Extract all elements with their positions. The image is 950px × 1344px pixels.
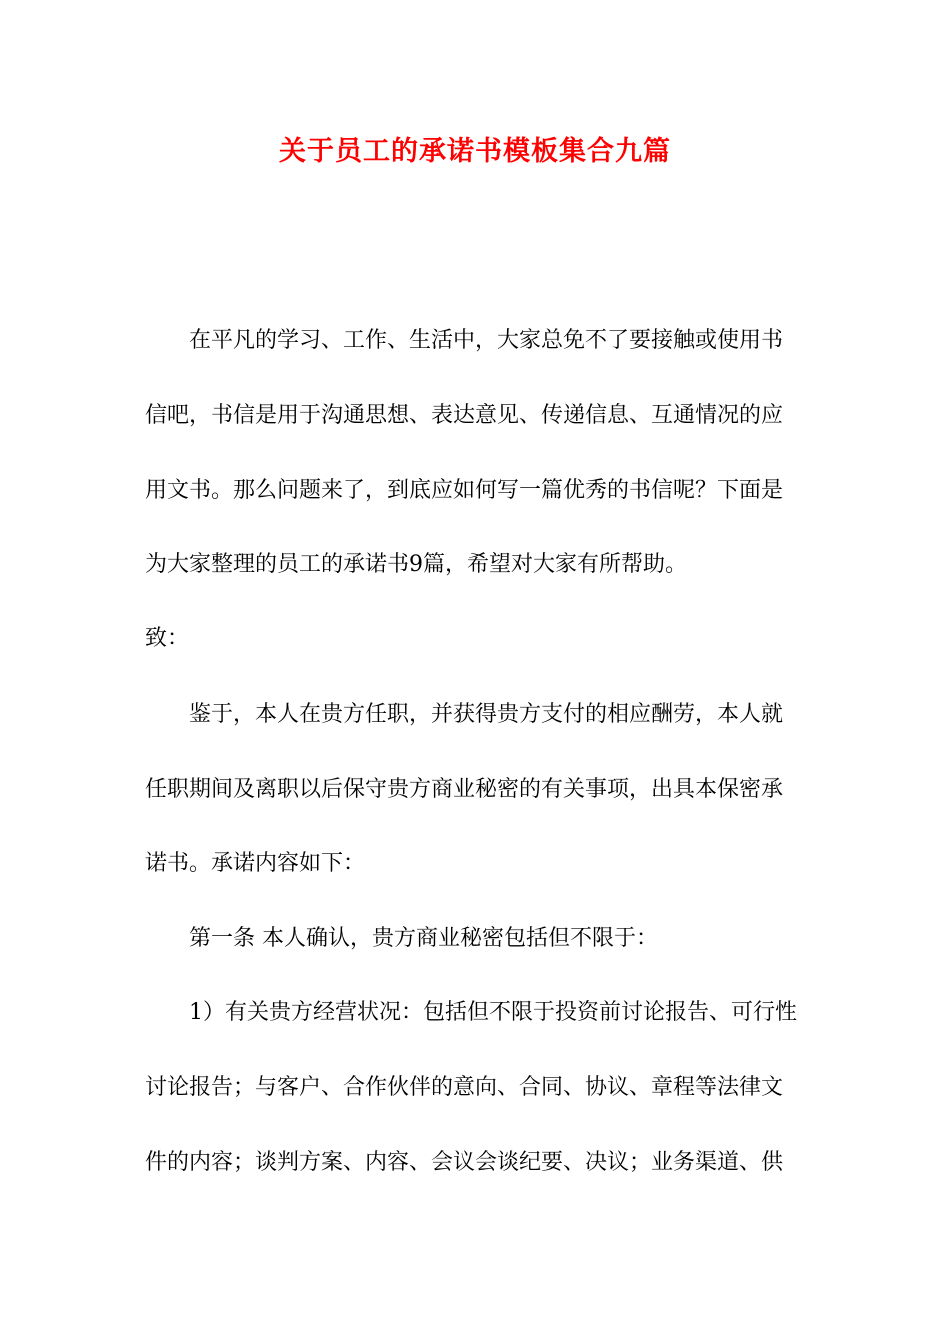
paragraph-line: 任职期间及离职以后保守贵方商业秘密的有关事项，出具本保密承 <box>145 777 784 802</box>
paragraph-line: 信吧，书信是用于沟通思想、表达意见、传递信息、互通情况的应 <box>145 403 784 428</box>
document-title: 关于员工的承诺书模板集合九篇 <box>279 136 671 167</box>
paragraph-line: 用文书。那么问题来了，到底应如何写一篇优秀的书信呢？下面是 <box>145 478 784 503</box>
article-heading-line: 第一条 本人确认，贵方商业秘密包括但不限于： <box>189 926 658 951</box>
paragraph-line: 讨论报告；与客户、合作伙伴的意向、合同、协议、章程等法律文 <box>145 1075 784 1100</box>
paragraph-line: 为大家整理的员工的承诺书9篇，希望对大家有所帮助。 <box>145 552 687 577</box>
paragraph-line: 件的内容；谈判方案、内容、会议会谈纪要、决议；业务渠道、供 <box>145 1150 784 1175</box>
list-item-line: 1）有关贵方经营状况：包括但不限于投资前讨论报告、可行性 <box>189 1000 797 1025</box>
paragraph-line: 鉴于，本人在贵方任职，并获得贵方支付的相应酬劳，本人就 <box>189 702 784 727</box>
salutation-line: 致： <box>145 626 190 651</box>
paragraph-line: 诺书。承诺内容如下： <box>145 851 366 876</box>
paragraph-line: 在平凡的学习、工作、生活中，大家总免不了要接触或使用书 <box>189 328 784 353</box>
